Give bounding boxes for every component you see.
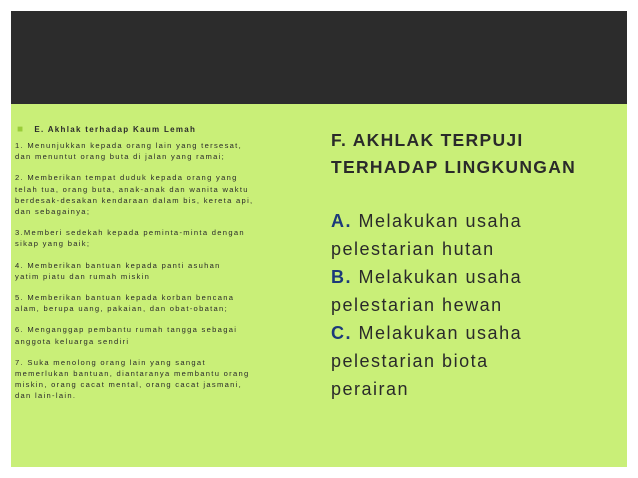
point-b-letter: B. <box>331 267 352 287</box>
point-c-letter: C. <box>331 323 352 343</box>
list-item-7: 7. Suka menolong orang lain yang sangat memerlukan bantuan, diantaranya membantu orang miskin, orang cacat mental, orang cacat jasmani, dan lain-lain. <box>15 357 250 401</box>
header-band <box>11 11 627 104</box>
point-c <box>331 319 623 403</box>
left-heading-text: E. Akhlak terhadap Kaum Lemah <box>34 125 197 134</box>
list-item-3: 3.Memberi sedekah kepada peminta-minta dengan sikap yang baik; <box>15 228 245 249</box>
point-a-text: Melakukan usaha pelestarian hutan <box>331 211 523 259</box>
point-b <box>331 263 623 319</box>
left-heading <box>15 124 311 135</box>
list-item-6: 6. Menganggap pembantu rumah tangga sebagai anggota keluarga sendiri <box>15 325 238 346</box>
list-item-4: 4. Memberikan bantuan kepada panti asuhan yatim piatu dan rumah miskin <box>15 260 221 281</box>
point-b-text: Melakukan usaha pelestarian hewan <box>331 267 523 315</box>
list-item-1: 1. Menunjukkan kepada orang lain yang tersesat, dan menuntut orang buta di jalan yang ramai; <box>15 141 243 162</box>
section-title: F. AKHLAK TERPUJI TERHADAP LINGKUNGAN <box>331 130 577 177</box>
list-item-5: 5. Memberikan bantuan kepada korban bencana alam, berupa uang, pakaian, dan obat-obatan; <box>15 293 235 314</box>
left-column <box>15 124 311 412</box>
bullet-icon: ■ <box>17 124 25 135</box>
point-c-text: Melakukan usaha pelestarian biota perairan <box>331 323 523 399</box>
point-a-letter: A. <box>331 211 352 231</box>
right-column <box>331 127 623 403</box>
slide <box>11 11 627 467</box>
list-item-2: 2. Memberikan tempat duduk kepada orang yang telah tua, orang buta, anak-anak dan wanita waktu berdesak-desakan kendaraan dalam bis, kereta api, dan sebagainya; <box>15 173 254 217</box>
point-a <box>331 207 623 263</box>
